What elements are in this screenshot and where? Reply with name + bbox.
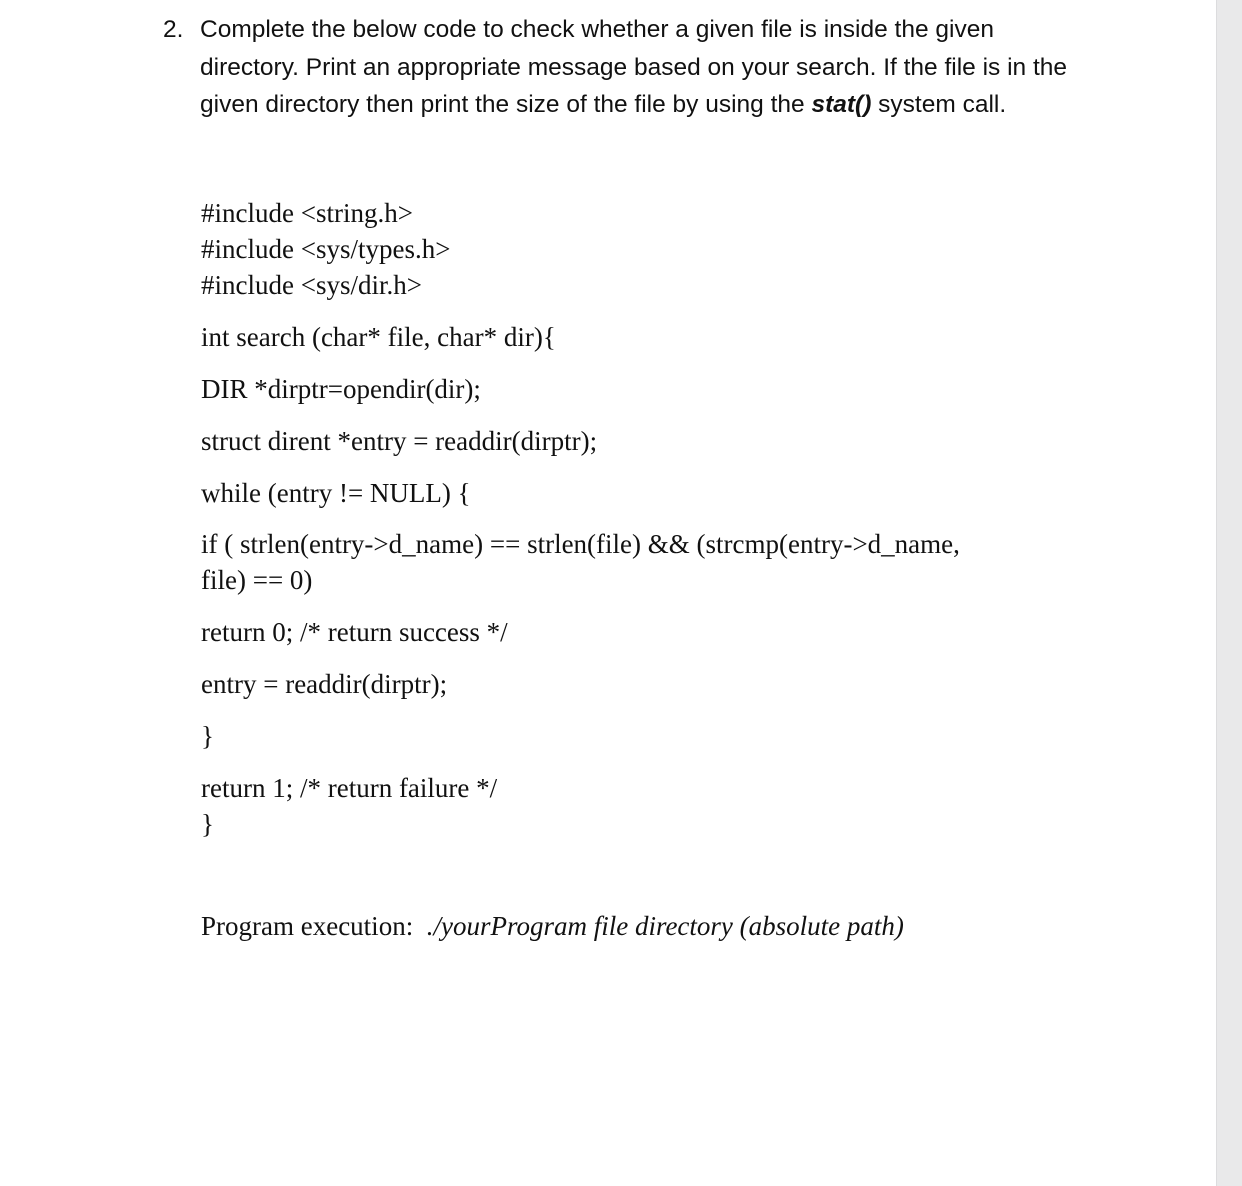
- question-text-part-2: system call.: [871, 91, 1007, 118]
- code-function-signature: int search (char* file, char* dir){: [201, 322, 556, 352]
- question-text: [200, 11, 1090, 124]
- code-close-function: }: [201, 809, 214, 839]
- code-close-while: }: [201, 721, 214, 751]
- code-include-types: #include <sys/types.h>: [201, 234, 451, 264]
- code-if-line-2: file) == 0): [201, 565, 313, 595]
- program-execution: [201, 908, 904, 944]
- stat-term: stat(): [811, 91, 872, 118]
- code-readdir-init: struct dirent *entry = readdir(dirptr);: [201, 426, 598, 456]
- question-number: 2.: [163, 16, 184, 43]
- code-include-string: #include <string.h>: [201, 198, 413, 228]
- code-return-failure: return 1; /* return failure */: [201, 773, 498, 803]
- program-execution-command: ./yourProgram file directory (absolute path): [426, 911, 904, 941]
- code-include-dir: #include <sys/dir.h>: [201, 270, 422, 300]
- question-text-part-1: Complete the below code to check whether a given file is inside the given directory. Print an appropriate message based on your search. If the file is in the given directory then print the size of the file by using the: [200, 16, 1068, 118]
- code-while: while (entry != NULL) {: [201, 478, 471, 508]
- code-if-line-1: if ( strlen(entry->d_name) == strlen(file) && (strcmp(entry->d_name,: [201, 529, 960, 559]
- program-execution-label: Program execution:: [201, 911, 427, 941]
- code-return-success: return 0; /* return success */: [201, 617, 508, 647]
- scrollbar-track[interactable]: [1216, 0, 1242, 1186]
- code-next-entry: entry = readdir(dirptr);: [201, 669, 448, 699]
- code-opendir: DIR *dirptr=opendir(dir);: [201, 374, 481, 404]
